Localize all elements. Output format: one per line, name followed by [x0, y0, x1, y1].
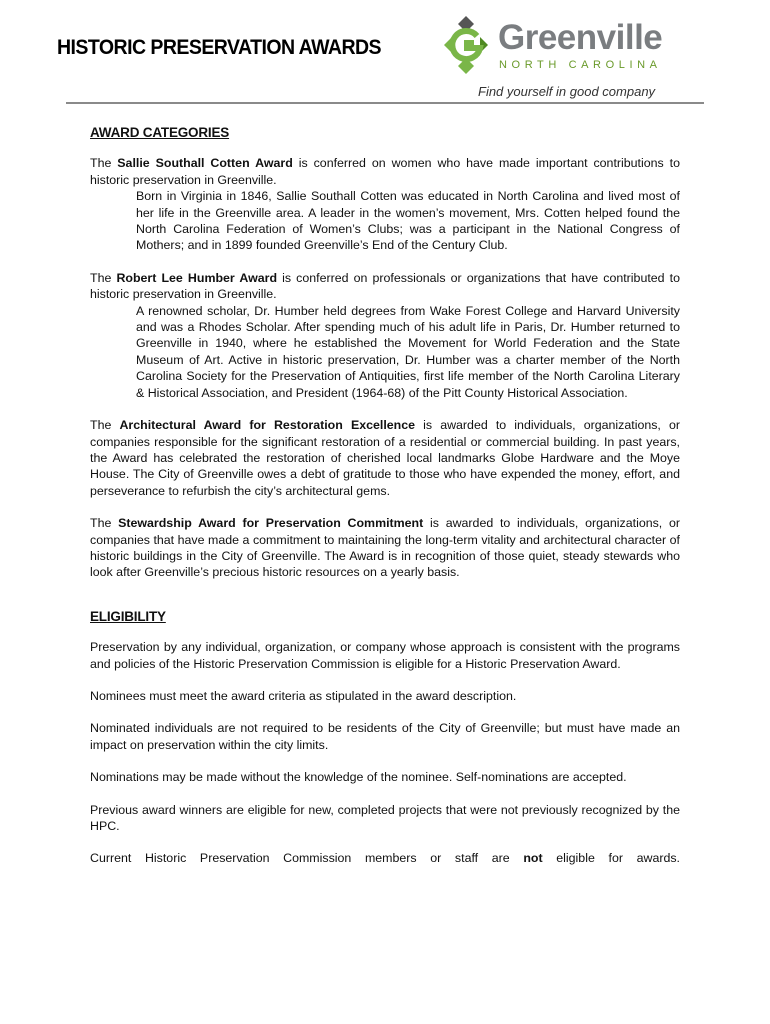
text-suffix: eligible for awards.	[542, 851, 680, 866]
text-suffix: is awarded to individuals, organizations, or companies that have made a commitment to maintaining the long-term vitality and architectural character of historic buildings in the City of Greenville. The Award is in recognition of those quiet, steady stewards who look after Greenville’s precious historic resources on a yearly basis.	[90, 516, 681, 580]
eligibility-item: Nominees must meet the award criteria as stipulated in the award description.	[90, 688, 517, 703]
eligibility-item-staff	[90, 850, 680, 866]
eligibility-item: Nominated individuals are not required to be residents of the City of Greenville; but must have made an impact on preservation within the city limits.	[90, 721, 680, 752]
text-prefix: The	[90, 156, 118, 171]
text-prefix: The	[90, 270, 117, 285]
cotten-award-name: Sallie Southall Cotten Award	[117, 156, 293, 171]
eligibility-item: Preservation by any individual, organization, or company whose approach is consistent with the programs and policies of the Historic Preservation Commission is eligible for a Historic Preservation Award.	[90, 640, 680, 671]
text-suffix: is conferred on professionals or organizations that have contributed to historic preservation in Greenville.	[90, 270, 680, 302]
text-prefix: Current Historic Preservation Commission members or staff are	[90, 851, 524, 866]
humber-award-name: Robert Lee Humber Award	[116, 270, 278, 285]
greenville-g-mark-icon	[436, 14, 496, 76]
logo-tagline: Find yourself in good company	[478, 84, 656, 99]
humber-award-description	[90, 270, 680, 303]
logo-state: NORTH CAROLINA	[499, 59, 662, 71]
eligibility-item: Nominations may be made without the knowledge of the nominee. Self-nominations are accepted.	[90, 770, 627, 785]
text-suffix: is awarded to individuals, organizations, or companies responsible for the significant restoration of a residential or commercial building. In past years, the Award has celebrated the restoration of cherished local landmarks Globe Hardware and the Moye House. The City of Greenville owes a debt of gratitude to those who have expended the money, effort, and perseverance to refurbish the city’s architectural gems.	[90, 418, 681, 498]
eligibility-item: Previous award winners are eligible for new, completed projects that were not previously recognized by the HPC.	[90, 802, 680, 833]
cotten-bio: Born in Virginia in 1846, Sallie Southall Cotten was educated in North Carolina and lived most of her life in the Greenville area. A leader in the women’s movement, Mrs. Cotten helped found the North Carolina Federation of Women’s Clubs; was a participant in the National Congress of Mothers; and in 1899 founded Greenville’s End of the Century Club.	[136, 189, 680, 253]
stewardship-award-name: Stewardship Award for Preservation Commitment	[118, 516, 424, 531]
text-prefix: The	[90, 418, 120, 433]
page-title: HISTORIC PRESERVATION AWARDS	[57, 36, 382, 59]
text-prefix: The	[90, 516, 119, 531]
stewardship-award-description	[90, 515, 680, 581]
document-body	[90, 125, 680, 883]
humber-bio: A renowned scholar, Dr. Humber held degrees from Wake Forest College and Harvard University and was a Rhodes Scholar. After spending much of his adult life in Paris, Dr. Humber returned to Greenville in 1940, where he established the Movement for World Federation and the State Museum of Art. Active in historic preservation, Dr. Humber was a charter member of the North Carolina Society for the Preservation of Antiquities, first life member of the North Carolina Literary & Historical Association, and President (1964-68) of the Pitt County Historical Association.	[136, 303, 680, 400]
architectural-award-name: Architectural Award for Restoration Excellence	[119, 418, 416, 433]
header-divider	[66, 102, 704, 104]
logo-name: Greenville	[498, 18, 663, 57]
award-categories-heading: AWARD CATEGORIES	[90, 125, 230, 140]
emphasis-not: not	[523, 851, 543, 866]
cotten-award-description	[90, 155, 680, 188]
text-suffix: is conferred on women who have made important contributions to historic preservation in Greenville.	[90, 156, 681, 187]
eligibility-heading: ELIGIBILITY	[90, 608, 166, 624]
architectural-award-description	[90, 417, 680, 499]
greenville-logo	[436, 14, 666, 76]
